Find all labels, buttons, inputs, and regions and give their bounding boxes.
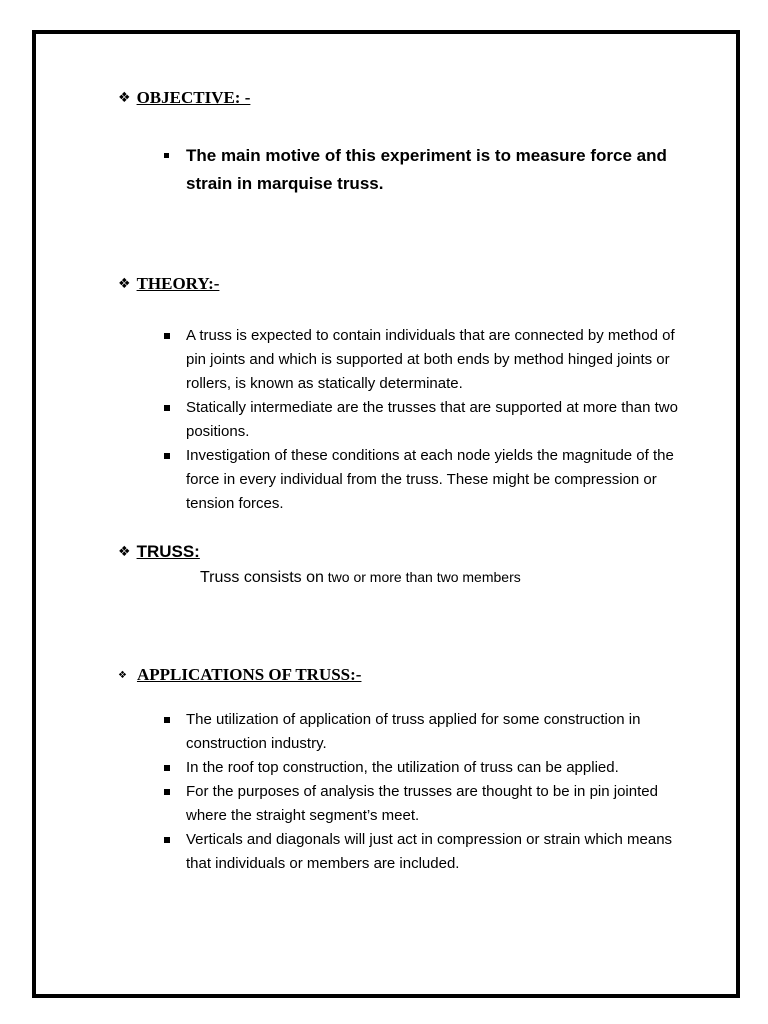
square-bullet-icon: [164, 765, 170, 771]
square-bullet-icon: [164, 453, 170, 459]
diamond-bullet-icon: ❖: [118, 90, 131, 106]
diamond-bullet-icon: ❖: [118, 276, 131, 292]
list-item: In the roof top construction, the utilization of truss can be applied.: [160, 756, 680, 780]
list-item: Statically intermediate are the trusses that are supported at more than two positions.: [160, 396, 680, 444]
square-bullet-icon: [164, 333, 170, 339]
theory-heading-text: THEORY:-: [136, 274, 220, 293]
applications-heading-text: APPLICATIONS OF TRUSS:-: [136, 665, 362, 684]
list-item: A truss is expected to contain individuals that are connected by method of pin joints and which is supported at both ends by method hinged joints or rollers, is known as statically determinate.: [160, 324, 680, 396]
theory-heading: [118, 274, 219, 294]
list-item: The utilization of application of truss applied for some construction in construction industry.: [160, 708, 680, 756]
square-bullet-icon: [164, 153, 169, 158]
list-item: Investigation of these conditions at each node yields the magnitude of the force in every individual from the truss. These might be compression or tension forces.: [160, 444, 680, 516]
objective-heading: [118, 88, 250, 108]
objective-list: [160, 142, 680, 198]
square-bullet-icon: [164, 837, 170, 843]
truss-heading-text: TRUSS:: [136, 542, 200, 561]
objective-heading-text: OBJECTIVE: -: [136, 88, 251, 107]
square-bullet-icon: [164, 405, 170, 411]
list-item: For the purposes of analysis the trusses are thought to be in pin jointed where the straight segment’s meet.: [160, 780, 680, 828]
diamond-bullet-icon: ❖: [118, 669, 127, 681]
square-bullet-icon: [164, 789, 170, 795]
theory-list: [160, 324, 680, 516]
applications-heading: [118, 665, 361, 685]
square-bullet-icon: [164, 717, 170, 723]
diamond-bullet-icon: ❖: [118, 544, 131, 560]
truss-heading: [118, 542, 200, 562]
truss-definition: Truss consists on two or more than two members: [200, 569, 521, 586]
applications-list: [160, 708, 680, 876]
list-item: The main motive of this experiment is to measure force and strain in marquise truss.: [160, 142, 680, 198]
list-item: Verticals and diagonals will just act in compression or strain which means that individuals or members are included.: [160, 828, 680, 876]
